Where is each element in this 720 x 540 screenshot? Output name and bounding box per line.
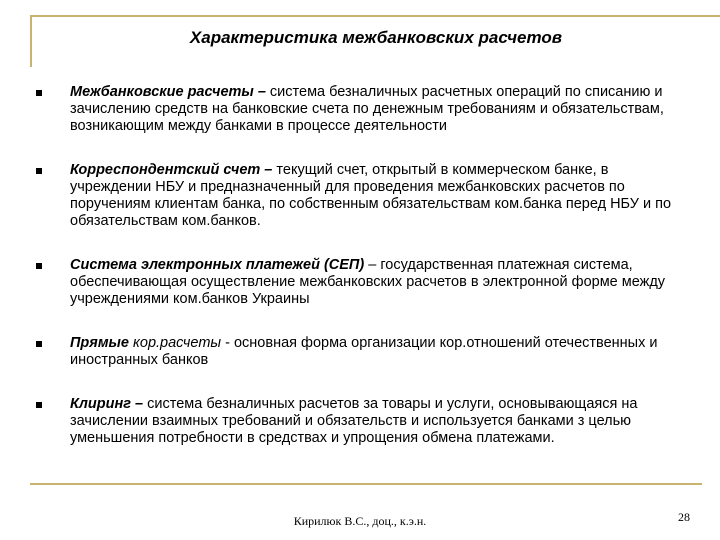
bullet-text: - основная форма организации кор.отношений отечественных и иностранных банков <box>70 335 658 368</box>
bullet-term: Система электронных платежей (СЕП) <box>70 257 365 273</box>
bullet-text: – государственная платежная система, обеспечивающая осуществление межбанковских расчетов в электронной форме между учреждениями ком.банков Украины <box>70 257 666 307</box>
bullet-correspondent-account <box>36 162 686 230</box>
bottom-border <box>30 483 702 485</box>
bullet-direct-settlements <box>36 335 686 369</box>
bullet-text: система безналичных расчетов за товары и услуги, основывающаяся на зачислении взаимных требований и обязательств и используется банками з целью уменьшения потребности в средствах и упрощения обмена платежами. <box>70 396 638 446</box>
slide-title: Характеристика межбанковских расчетов <box>189 28 563 47</box>
bullet-text: текущий счет, открытый в коммерческом банке, в учреждении НБУ и предназначенный для проведения межбанковских расчетов по поручениям клиентам банка, по собственным обязательствам ком.банка перед НБУ и по обязательствам ком.банков. <box>70 162 672 229</box>
square-bullet-icon <box>36 341 42 347</box>
top-border <box>30 15 720 17</box>
page-number: 28 <box>678 510 690 524</box>
bullet-term-secondary: кор.расчеты <box>129 335 222 351</box>
bullet-interbank-settlements <box>36 84 686 135</box>
bullet-text: система безналичных расчетных операций по списанию и зачислению средств на банковские счета по денежным требованиям и обязательствам, возникающим между банками в процессе деятельности <box>70 84 664 134</box>
bullet-term: Прямые <box>70 335 129 351</box>
square-bullet-icon <box>36 263 42 269</box>
square-bullet-icon <box>36 90 42 96</box>
square-bullet-icon <box>36 168 42 174</box>
bullet-list <box>36 84 686 474</box>
bullet-term: Корреспондентский счет – <box>70 162 273 178</box>
bullet-clearing <box>36 396 686 447</box>
bullet-electronic-payments <box>36 257 686 308</box>
square-bullet-icon <box>36 402 42 408</box>
bullet-term: Межбанковские расчеты – <box>70 84 266 100</box>
footer-author: Кирилюк В.С., доц., к.э.н. <box>293 514 427 528</box>
bullet-term: Клиринг – <box>70 396 144 412</box>
